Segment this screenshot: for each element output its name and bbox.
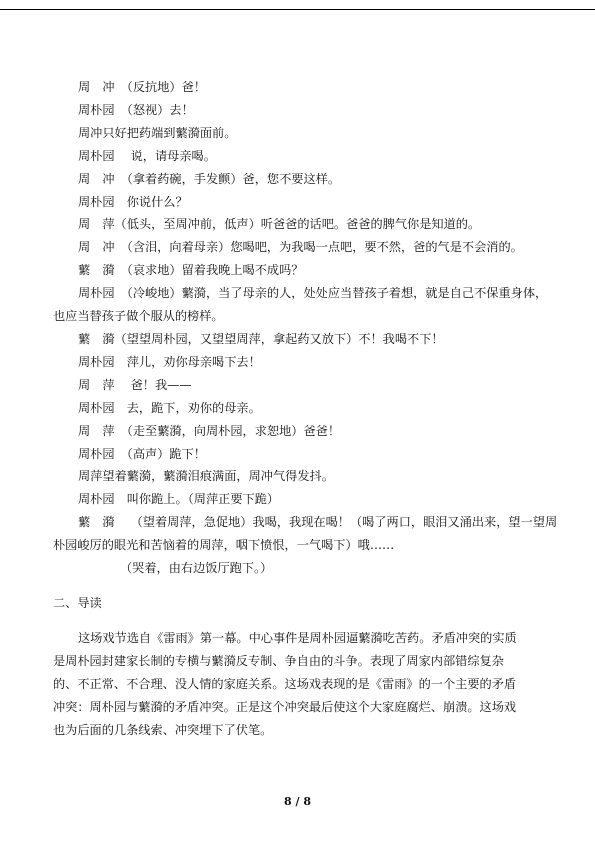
script-line: 周 冲 （拿着药碗，手发颤）爸，您不要这样。 bbox=[78, 171, 341, 186]
script-line: 周冲只好把药端到蘩漪面前。 bbox=[78, 125, 237, 140]
script-line: 周 萍 爸！我—— bbox=[78, 377, 192, 392]
header-rule bbox=[0, 9, 595, 10]
script-line: 周朴园 （高声）跪下！ bbox=[78, 446, 206, 461]
script-line: 周朴园 去，跪下，劝你的母亲。 bbox=[78, 400, 261, 415]
document-body bbox=[53, 76, 558, 754]
script-line: 周朴园 说，请母亲喝。 bbox=[78, 148, 216, 163]
guide-paragraph: 这场戏节选自《雷雨》第一幕。中心事件是周朴园逼蘩漪吃苦药。矛盾冲突的实质是周朴园封建家长制的专横与蘩漪反专制、争自由的斗争。表现了周家内部错综复杂的、不正常、不合理、没人情的家庭关系。这场戏表现的是《雷雨》的一个主要的矛盾冲突：周朴园与蘩漪的矛盾冲突。正是这个冲突最后使这个大家庭腐烂、崩溃。这场戏也为后面的几条线索、冲突埋下了伏笔。 bbox=[53, 631, 517, 737]
script-line-continuation: 朴园峻厉的眼光和苦恼着的周萍，咽下愤恨，一气喝下）哦…… bbox=[53, 538, 395, 553]
script-line: 蘩 漪 （望着周萍，急促地）我喝，我现在喝！（喝了两口，眼泪又涌出来，望一望周 bbox=[78, 515, 558, 530]
script-line: 蘩 漪（望望周朴园，又望望周萍，拿起药又放下）不！我喝不下！ bbox=[78, 331, 444, 346]
script-line: 周朴园 （冷峻地）蘩漪，当了母亲的人，处处应当替孩子着想，就是自己不保重身体， bbox=[78, 286, 548, 301]
script-line: 周朴园 萍儿，劝你母亲喝下去！ bbox=[78, 354, 261, 369]
section-title: 二、导读 bbox=[53, 596, 102, 611]
page-number: 8 / 8 bbox=[284, 795, 311, 808]
script-line: 蘩 漪 （哀求地）留着我晚上喝不成吗？ bbox=[78, 263, 304, 278]
script-line: 周 萍 （走至蘩漪，向周朴园，求恕地）爸爸！ bbox=[78, 423, 341, 438]
script-line: 周朴园 叫你跪上。（周萍正要下跪） bbox=[78, 492, 280, 507]
script-line: 周 萍（低头，至周冲前，低声）听爸爸的话吧。爸爸的脾气你是知道的。 bbox=[78, 217, 481, 232]
script-line-continuation: 也应当替孩子做个服从的榜样。 bbox=[53, 309, 224, 324]
script-line: 周朴园 （怒视）去！ bbox=[78, 102, 194, 117]
stage-direction: （哭着，由右边饭厅跑下。） bbox=[120, 561, 273, 576]
script-line: 周 冲 （反抗地）爸！ bbox=[78, 80, 206, 94]
script-line: 周萍望着蘩漪，蘩漪泪痕满面，周冲气得发抖。 bbox=[78, 469, 334, 484]
script-line: 周朴园 你说什么？ bbox=[78, 194, 188, 209]
script-line: 周 冲 （含泪，向着母亲）您喝吧，为我喝一点吧，要不然，爸的气是不会消的。 bbox=[78, 240, 523, 255]
